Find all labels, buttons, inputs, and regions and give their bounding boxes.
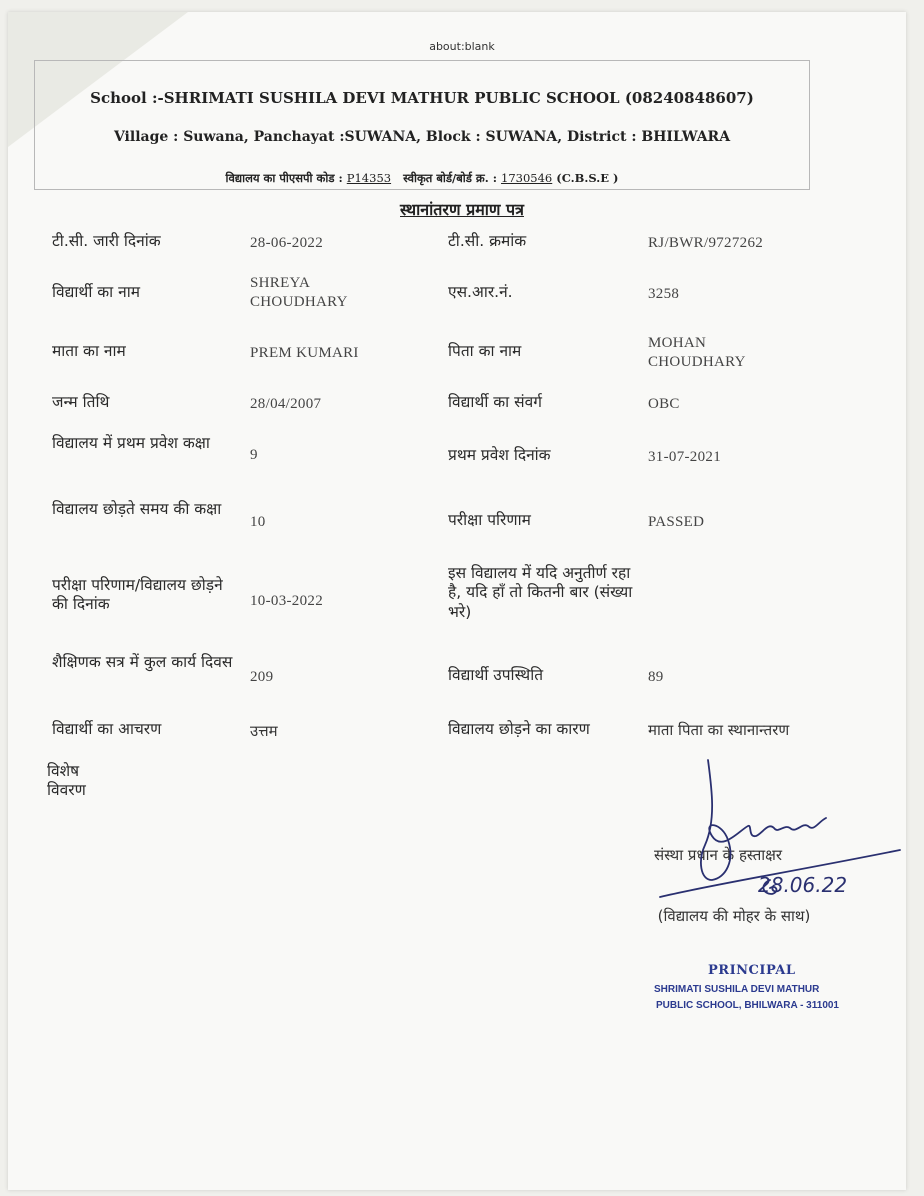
- value-student-name: SHREYA CHOUDHARY: [250, 275, 348, 310]
- value-leaving-reason: माता पिता का स्थानान्तरण: [648, 721, 790, 739]
- value-leaving-class: 10: [250, 514, 266, 530]
- label-attendance: विद्यार्थी उपस्थिति: [448, 666, 544, 684]
- value-father-name: MOHAN CHOUDHARY: [648, 335, 746, 370]
- label-leaving-class: विद्यालय छोड़ते समय की कक्षा: [52, 500, 222, 518]
- signature-label: संस्था प्रधान के हस्ताक्षर: [654, 846, 783, 864]
- stamp-principal: PRINCIPAL: [708, 963, 796, 978]
- label-mother-name: माता का नाम: [52, 342, 126, 360]
- document-title: स्थानांतरण प्रमाण पत्र: [400, 200, 524, 219]
- value-date-of-birth: 28/04/2007: [250, 396, 322, 412]
- label-working-days: शैक्षिणक सत्र में कुल कार्य दिवस: [52, 653, 233, 671]
- stamp-address-line: PUBLIC SCHOOL, BHILWARA - 311001: [656, 1000, 839, 1011]
- board-label: स्वीकृत बोर्ड/बोर्ड क्र. :: [403, 171, 498, 185]
- psp-code-line: [35, 171, 809, 186]
- value-tc-number: RJ/BWR/9727262: [648, 235, 764, 251]
- label-tc-number: टी.सी. क्रमांक: [448, 232, 527, 250]
- psp-code: P14353: [346, 171, 392, 185]
- value-first-admission-class: 9: [250, 447, 258, 463]
- label-category: विद्यार्थी का संवर्ग: [448, 393, 542, 411]
- label-father-name: पिता का नाम: [448, 342, 522, 360]
- address-line: Village : Suwana, Panchayat :SUWANA, Block : SUWANA, District : BHILWARA: [113, 129, 731, 145]
- label-exam-result: परीक्षा परिणाम: [448, 511, 531, 529]
- psp-label: विद्यालय का पीएसपी कोड :: [225, 171, 343, 185]
- board-number: 1730546: [501, 171, 553, 185]
- value-conduct: उत्तम: [250, 722, 278, 740]
- board-name: (C.B.S.E ): [556, 171, 619, 185]
- label-student-name: विद्यार्थी का नाम: [52, 283, 140, 301]
- value-tc-issue-date: 28-06-2022: [250, 235, 323, 251]
- value-exam-result: PASSED: [648, 514, 705, 530]
- value-first-admission-date: 31-07-2021: [648, 449, 721, 465]
- label-failed-count: इस विद्यालय में यदि अनुतीर्ण रहा है, यदि हाँ तो कितनी बार (संख्या भरे): [448, 564, 633, 621]
- value-mother-name: PREM KUMARI: [250, 345, 359, 361]
- value-working-days: 209: [250, 669, 274, 685]
- value-sr-number: 3258: [648, 286, 680, 302]
- label-special-remarks: विशेष विवरण: [47, 762, 86, 800]
- label-sr-number: एस.आर.नं.: [448, 283, 513, 301]
- signature-date: 28.06.22: [758, 873, 848, 897]
- label-leaving-reason: विद्यालय छोड़ने का कारण: [448, 720, 590, 738]
- label-first-admission-class: विद्यालय में प्रथम प्रवेश कक्षा: [52, 434, 210, 452]
- value-result-leaving-date: 10-03-2022: [250, 593, 323, 609]
- label-result-leaving-date: परीक्षा परिणाम/विद्यालय छोड़ने की दिनांक: [52, 576, 223, 614]
- value-category: OBC: [648, 396, 680, 412]
- label-tc-issue-date: टी.सी. जारी दिनांक: [52, 232, 161, 250]
- browser-url: about:blank: [429, 40, 495, 53]
- label-date-of-birth: जन्म तिथि: [52, 393, 110, 411]
- label-first-admission-date: प्रथम प्रवेश दिनांक: [448, 446, 551, 464]
- seal-note: (विद्यालय की मोहर के साथ): [657, 907, 811, 925]
- stamp-school-line: SHRIMATI SUSHILA DEVI MATHUR: [654, 984, 820, 995]
- label-conduct: विद्यार्थी का आचरण: [52, 720, 162, 738]
- school-name-line: School :-SHRIMATI SUSHILA DEVI MATHUR PUBLIC SCHOOL (08240848607): [90, 89, 754, 107]
- school-header: [34, 60, 810, 190]
- value-attendance: 89: [648, 669, 664, 685]
